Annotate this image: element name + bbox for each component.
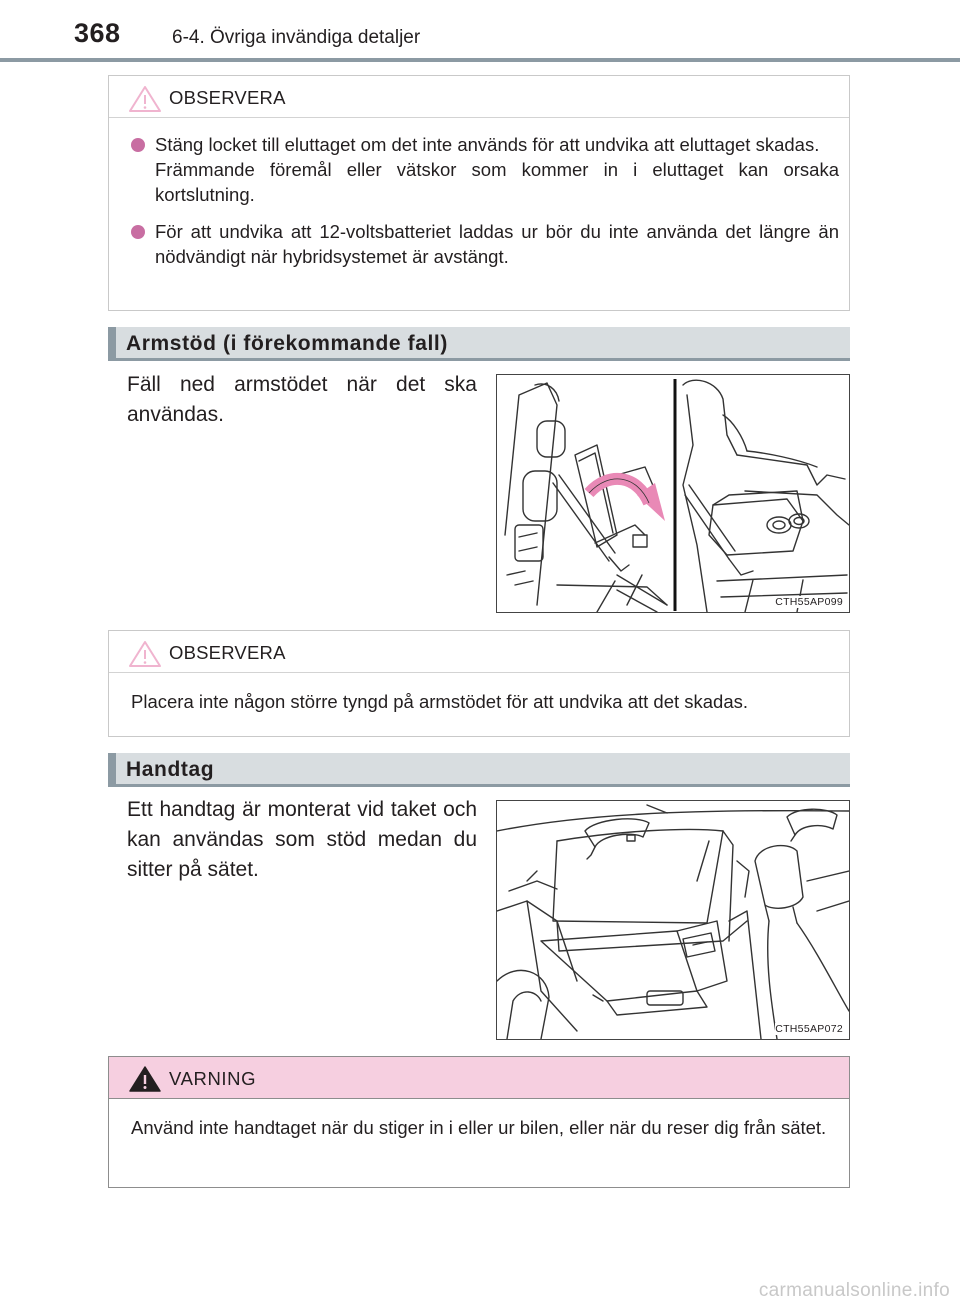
notice-header: [109, 631, 849, 673]
notice-item-text: Stäng locket till eluttaget om det inte används för att undvika att eluttaget skadas.: [155, 134, 820, 155]
heading-text: Handtag: [126, 758, 215, 781]
heading-text: Armstöd (i förekommande fall): [126, 332, 448, 355]
handle-illustration: [496, 800, 850, 1040]
notice-header: [109, 76, 849, 118]
header-rule: [0, 58, 960, 62]
section-title: 6-4. Övriga invändiga detaljer: [172, 27, 421, 48]
notice-item-text: För att undvika att 12-voltsbatteriet laddas ur bör du inte använda det längre än nödvändigt när hybridsystemet är avstängt.: [155, 221, 839, 267]
caution-triangle-icon: [128, 85, 162, 113]
notice-item-text-2: Främmande föremål eller vätskor som kommer in i eluttaget kan orsaka kortslutning.: [155, 159, 839, 205]
notice-text: Placera inte någon större tyngd på armstödet för att undvika att det skadas.: [131, 691, 749, 712]
heading-bar: [108, 327, 116, 358]
figure-code: CTH55AP072: [775, 1023, 843, 1035]
warning-header: [109, 1057, 849, 1099]
bullet-icon: [131, 138, 145, 152]
notice-box-power-outlet: [108, 75, 850, 311]
watermark: carmanualsonline.info: [758, 1280, 950, 1301]
handle-body-text: Ett handtag är monterat vid taket och kan användas som stöd medan du sitter på sätet.: [127, 798, 477, 881]
warning-box-handle: [108, 1056, 850, 1188]
warning-label: VARNING: [169, 1068, 257, 1089]
warning-triangle-icon: [128, 1065, 162, 1093]
section-heading-armrest: [108, 327, 850, 361]
armrest-body-text: Fäll ned armstödet när det ska användas.: [127, 373, 477, 426]
heading-bar: [108, 753, 116, 784]
notice-label: OBSERVERA: [169, 87, 286, 108]
caution-triangle-icon: [128, 640, 162, 668]
notice-item-outlet-lid: [131, 132, 839, 207]
figure-code: CTH55AP099: [775, 596, 843, 608]
armrest-drawing: [497, 375, 849, 612]
notice-item-battery: [131, 219, 839, 269]
armrest-illustration: [496, 374, 850, 613]
page-number: 368: [74, 18, 121, 48]
notice-label: OBSERVERA: [169, 642, 286, 663]
handle-drawing: [497, 801, 849, 1039]
bullet-icon: [131, 225, 145, 239]
notice-box-armrest: [108, 630, 850, 737]
section-heading-handle: [108, 753, 850, 787]
warning-text: Använd inte handtaget när du stiger in i eller ur bilen, eller när du reser dig från sätet.: [131, 1117, 827, 1138]
